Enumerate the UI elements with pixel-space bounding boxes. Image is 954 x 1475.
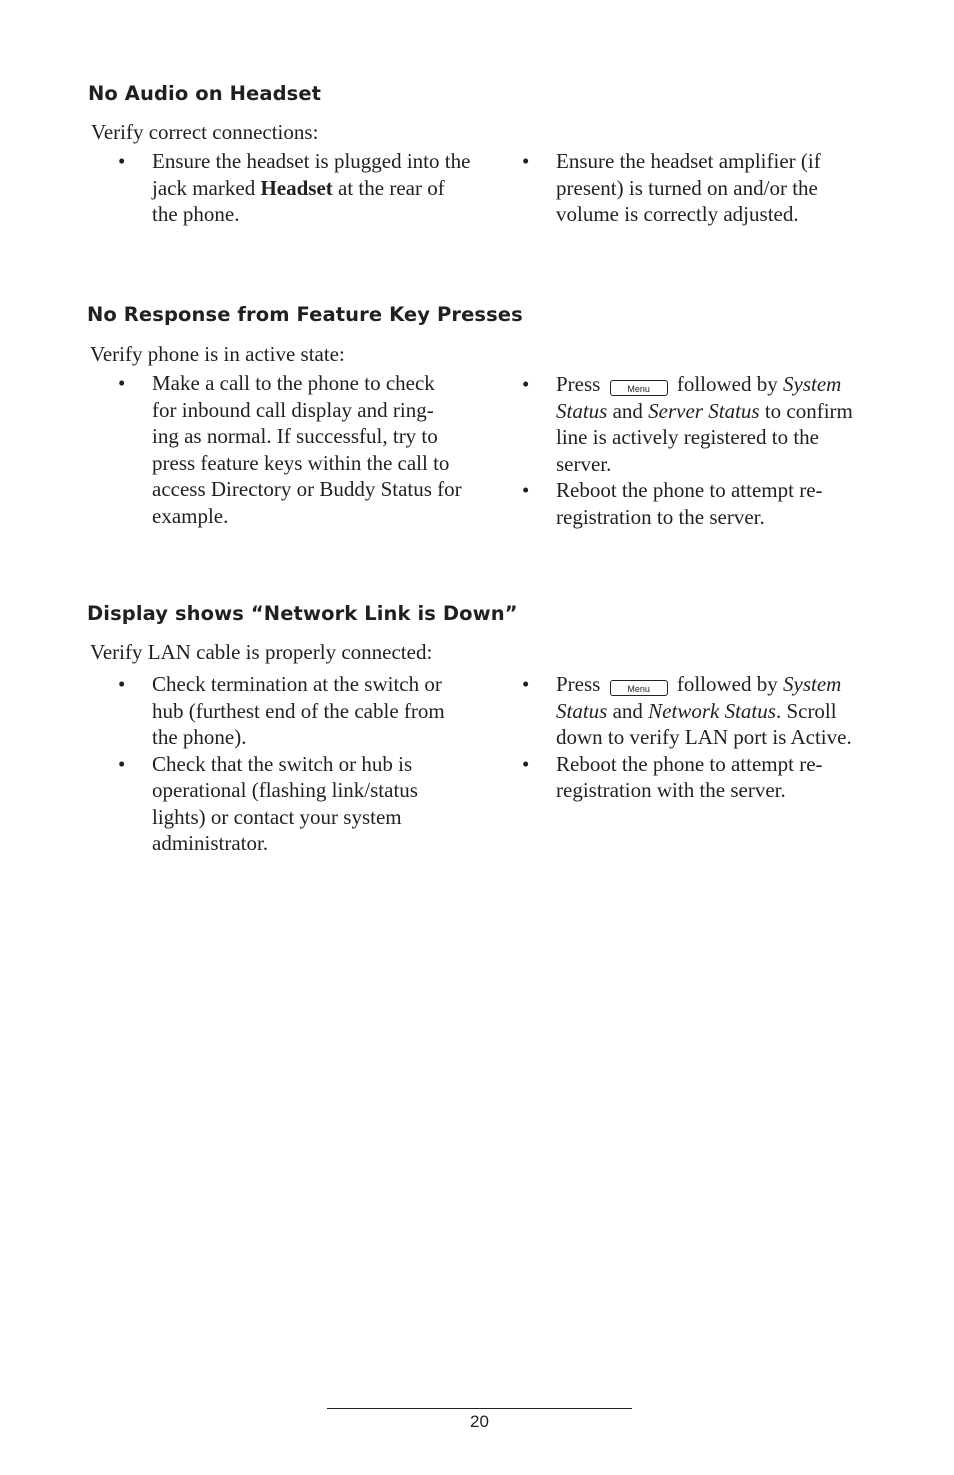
right-bullet-list [522,371,867,530]
section-heading-no-audio: No Audio on Headset [88,82,322,105]
item-italic-text: System Status [556,672,842,723]
item-text: and [612,398,643,423]
item-italic-text: Server Status [648,398,760,423]
menu-key-icon: Menu [610,380,668,396]
section-intro: Verify correct connections: [91,120,319,144]
list-item [522,671,867,751]
item-text: Reboot the phone to attempt re- registration with the server. [556,751,823,802]
page-number: 20 [470,1412,489,1431]
item-text: Ensure the headset is plugged into the jack marked [152,149,471,200]
list-item [522,751,867,804]
item-text: Check that the switch or hub is operational (flashing link/status lights) or contact your system administrator. [152,751,418,855]
list-item [118,148,473,228]
item-text: Press [556,672,601,696]
bullet-glyph: • [118,371,126,395]
item-text: at the rear of the phone. [152,175,445,226]
right-bullet-list [522,148,842,228]
list-item [522,477,867,530]
item-bold-text: Headset [260,175,333,200]
section-intro: Verify phone is in active state: [90,342,345,366]
item-text: Reboot the phone to attempt re- registration to the server. [556,478,823,529]
list-item [118,751,463,857]
right-bullet-list [522,671,867,804]
bullet-glyph: • [118,751,126,776]
item-text: followed by [676,372,778,396]
bullet-glyph: • [118,149,126,173]
bullet-glyph: • [522,478,530,502]
left-bullet-list [118,671,463,857]
item-text: Make a call to the phone to check for inbound call display and ring- ing as normal. If successful, try to press feature keys within the call to access Directory or Buddy Status for example. [152,371,462,528]
item-text: Check termination at the switch or hub (furthest end of the cable from the phone). [152,672,445,749]
item-text: Ensure the headset amplifier (if present) is turned on and/or the volume is correctly adjusted. [556,149,821,226]
item-text: and [612,698,643,723]
list-item [522,148,842,228]
list-item [118,370,463,529]
list-item [522,371,867,477]
bullet-glyph: • [522,672,530,696]
section-heading-network-link: Display shows “Network Link is Down” [87,602,518,625]
bullet-glyph: • [522,751,530,776]
item-text: Press [556,372,601,396]
bullet-glyph: • [118,672,126,696]
item-italic-text: Network Status [648,698,776,723]
left-bullet-list [118,370,463,529]
footer-divider [327,1408,632,1409]
section-intro: Verify LAN cable is properly connected: [90,640,433,664]
item-italic-text: System Status [556,372,842,423]
section-heading-no-response: No Response from Feature Key Presses [87,303,523,326]
item-text: . Scroll down to verify LAN port is Active. [556,698,852,749]
bullet-glyph: • [522,149,530,173]
bullet-glyph: • [522,372,530,396]
item-text: followed by [676,672,778,696]
left-bullet-list [118,148,473,228]
menu-key-icon: Menu [610,680,668,696]
item-text: to confirm line is actively registered to the server. [556,398,853,476]
list-item [118,671,463,751]
